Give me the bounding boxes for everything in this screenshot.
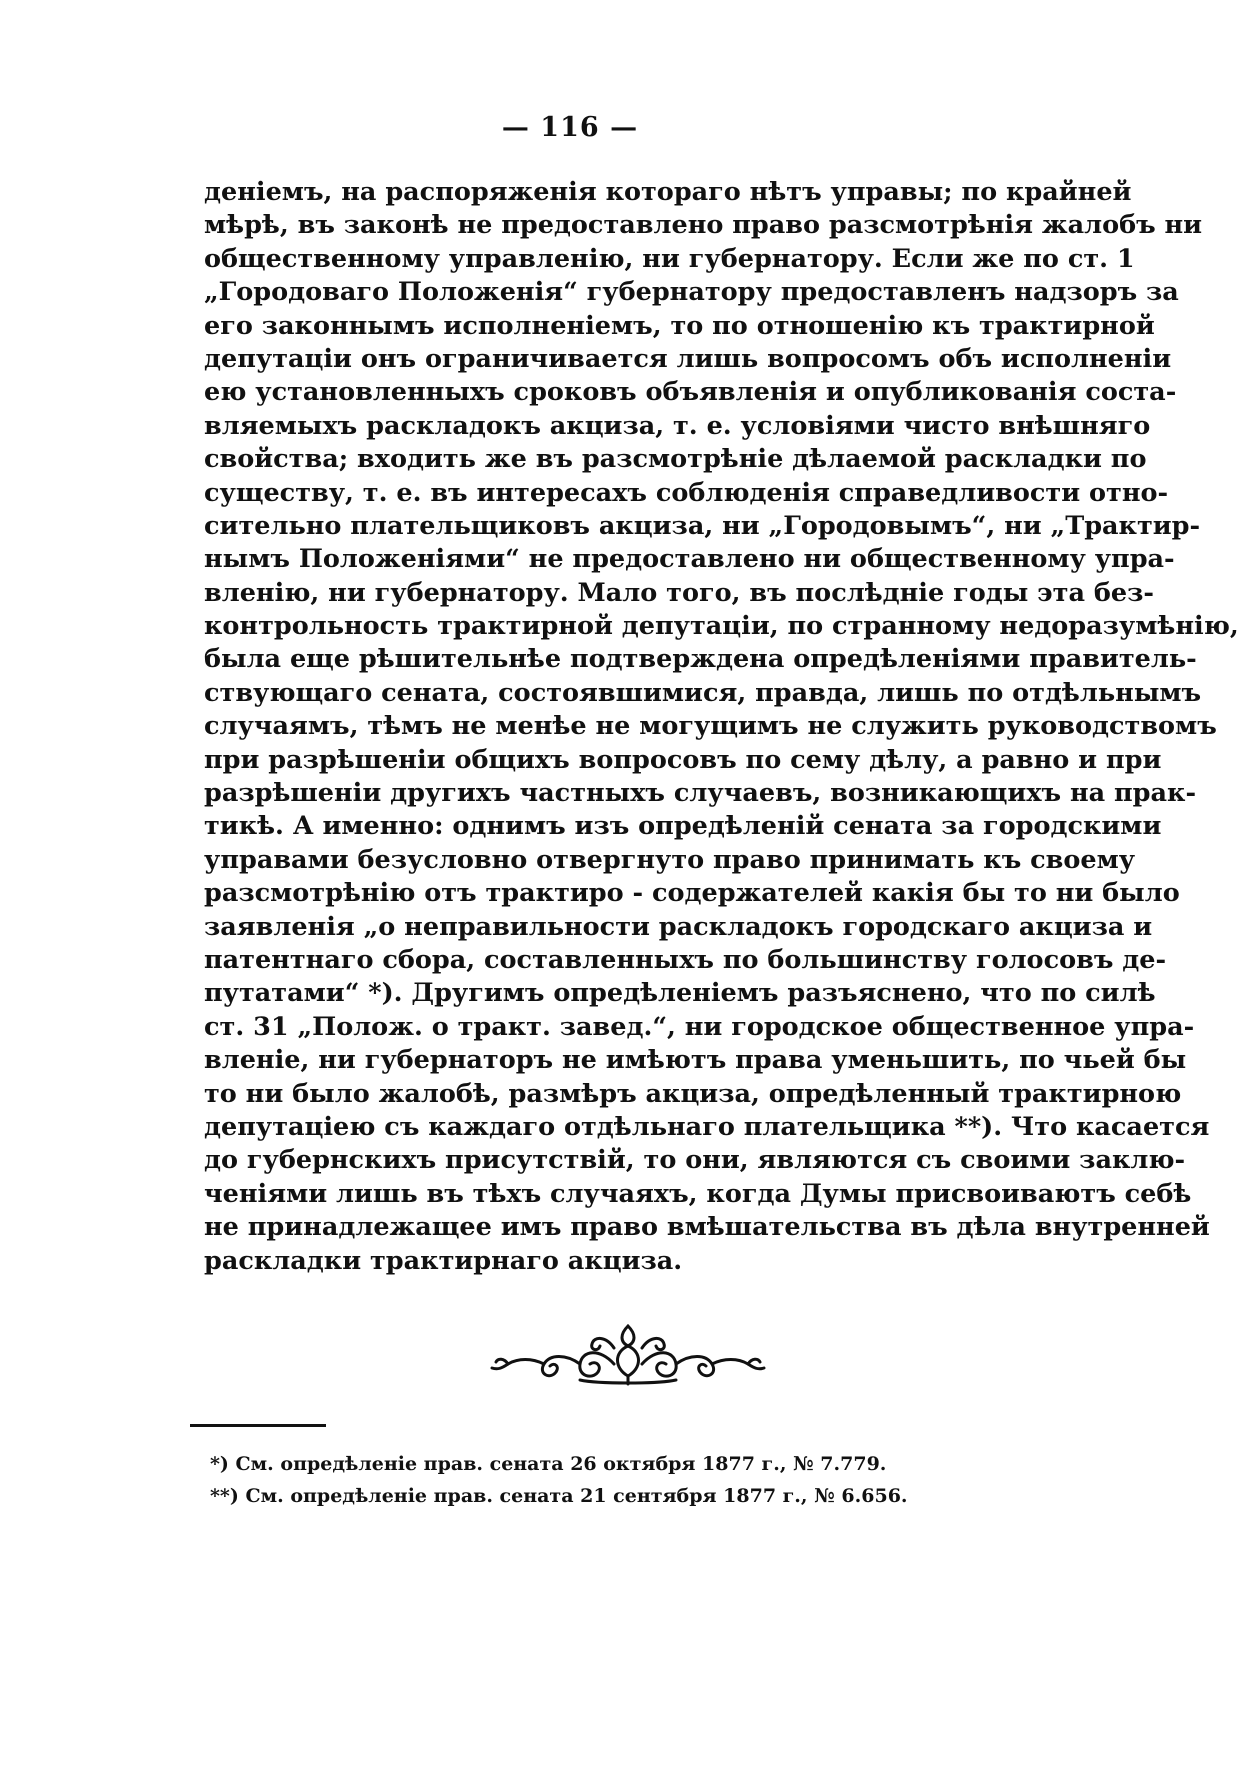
text-line: ченіями лишь въ тѣхъ случаяхъ, когда Думы присвоиваютъ себѣ bbox=[204, 1178, 1192, 1209]
text-line: „Городоваго Положенія“ губернатору предоставленъ надзоръ за bbox=[204, 277, 1179, 308]
footnote-rule bbox=[190, 1424, 326, 1427]
text-line: ствующаго сената, состоявшимися, правда, лишь по отдѣльнымъ bbox=[204, 677, 1202, 708]
text-line: вляемыхъ раскладокъ акциза, т. е. условіями чисто внѣшняго bbox=[204, 410, 1151, 441]
footnote-2: **) См. опредѣленіе прав. сената 21 сентября 1877 г., № 6.656. bbox=[210, 1485, 908, 1507]
body-text bbox=[204, 176, 1239, 1278]
text-line: при разрѣшеніи общихъ вопросовъ по сему дѣлу, а равно и при bbox=[204, 744, 1162, 775]
text-line: до губернскихъ присутствій, то они, являются съ своими заклю- bbox=[204, 1145, 1186, 1176]
text-line: управами безусловно отвергнуто право принимать къ своему bbox=[204, 844, 1136, 875]
text-line: депутаціею съ каждаго отдѣльнаго плательщика **). Что касается bbox=[204, 1111, 1210, 1142]
text-line: то ни было жалобѣ, размѣръ акциза, опредѣленный трактирною bbox=[204, 1078, 1182, 1109]
text-line: деніемъ, на распоряженія котораго нѣтъ управы; по крайней bbox=[204, 177, 1132, 207]
text-line: нымъ Положеніями“ не предоставлено ни общественному упра- bbox=[204, 544, 1175, 575]
text-line: была еще рѣшительнѣе подтверждена опредѣленіями правитель- bbox=[204, 644, 1197, 675]
text-line: случаямъ, тѣмъ не менѣе не могущимъ не служить руководствомъ bbox=[204, 711, 1217, 742]
text-line: сительно плательщиковъ акциза, ни „Городовымъ“, ни „Трактир- bbox=[204, 510, 1201, 541]
text-line: контрольность трактирной депутаціи, по странному недоразумѣнію, bbox=[204, 611, 1239, 642]
text-line: заявленія „о неправильности раскладокъ городскаго акциза и bbox=[204, 911, 1153, 942]
text-line: разсмотрѣнію отъ трактиро - содержателей какія бы то ни было bbox=[204, 878, 1180, 909]
decorative-ornament bbox=[488, 1318, 768, 1388]
text-line: ею установленныхъ сроковъ объявленія и опубликованія соста- bbox=[204, 377, 1177, 408]
text-line: не принадлежащее имъ право вмѣшательства въ дѣла внутренней bbox=[204, 1212, 1210, 1243]
text-line: раскладки трактирнаго акциза. bbox=[204, 1245, 683, 1276]
text-line: тикѣ. А именно: однимъ изъ опредѣленій сената за городскими bbox=[204, 811, 1162, 842]
text-line: общественному управленію, ни губернатору. Если же по ст. 1 bbox=[204, 243, 1135, 274]
text-line: вленію, ни губернатору. Мало того, въ послѣдніе годы эта без- bbox=[204, 577, 1154, 608]
text-line: существу, т. е. въ интересахъ соблюденія справедливости отно- bbox=[204, 477, 1169, 508]
text-line: мѣрѣ, въ законѣ не предоставлено право разсмотрѣнія жалобъ ни bbox=[204, 210, 1203, 241]
text-line: свойства; входить же въ разсмотрѣніе дѣлаемой раскладки по bbox=[204, 444, 1147, 475]
footnote-1: *) См. опредѣленіе прав. сената 26 октября 1877 г., № 7.779. bbox=[210, 1453, 887, 1475]
text-line: патентнаго сбора, составленныхъ по большинству голосовъ де- bbox=[204, 944, 1167, 975]
page-number: — 116 — bbox=[501, 112, 639, 143]
text-line: ст. 31 „Полож. о тракт. завед.“, ни городское общественное упра- bbox=[204, 1011, 1195, 1042]
text-line: депутаціи онъ ограничивается лишь вопросомъ объ исполненіи bbox=[204, 343, 1172, 374]
text-line: вленіе, ни губернаторъ не имѣютъ права уменьшить, по чьей бы bbox=[204, 1045, 1187, 1076]
text-line: путатами“ *). Другимъ опредѣленіемъ разъяснено, что по силѣ bbox=[204, 978, 1156, 1009]
text-line: разрѣшеніи другихъ частныхъ случаевъ, возникающихъ на прак- bbox=[204, 778, 1197, 809]
footnotes bbox=[210, 1448, 990, 1512]
text-line: его законнымъ исполненіемъ, то по отношенію къ трактирной bbox=[204, 310, 1155, 341]
